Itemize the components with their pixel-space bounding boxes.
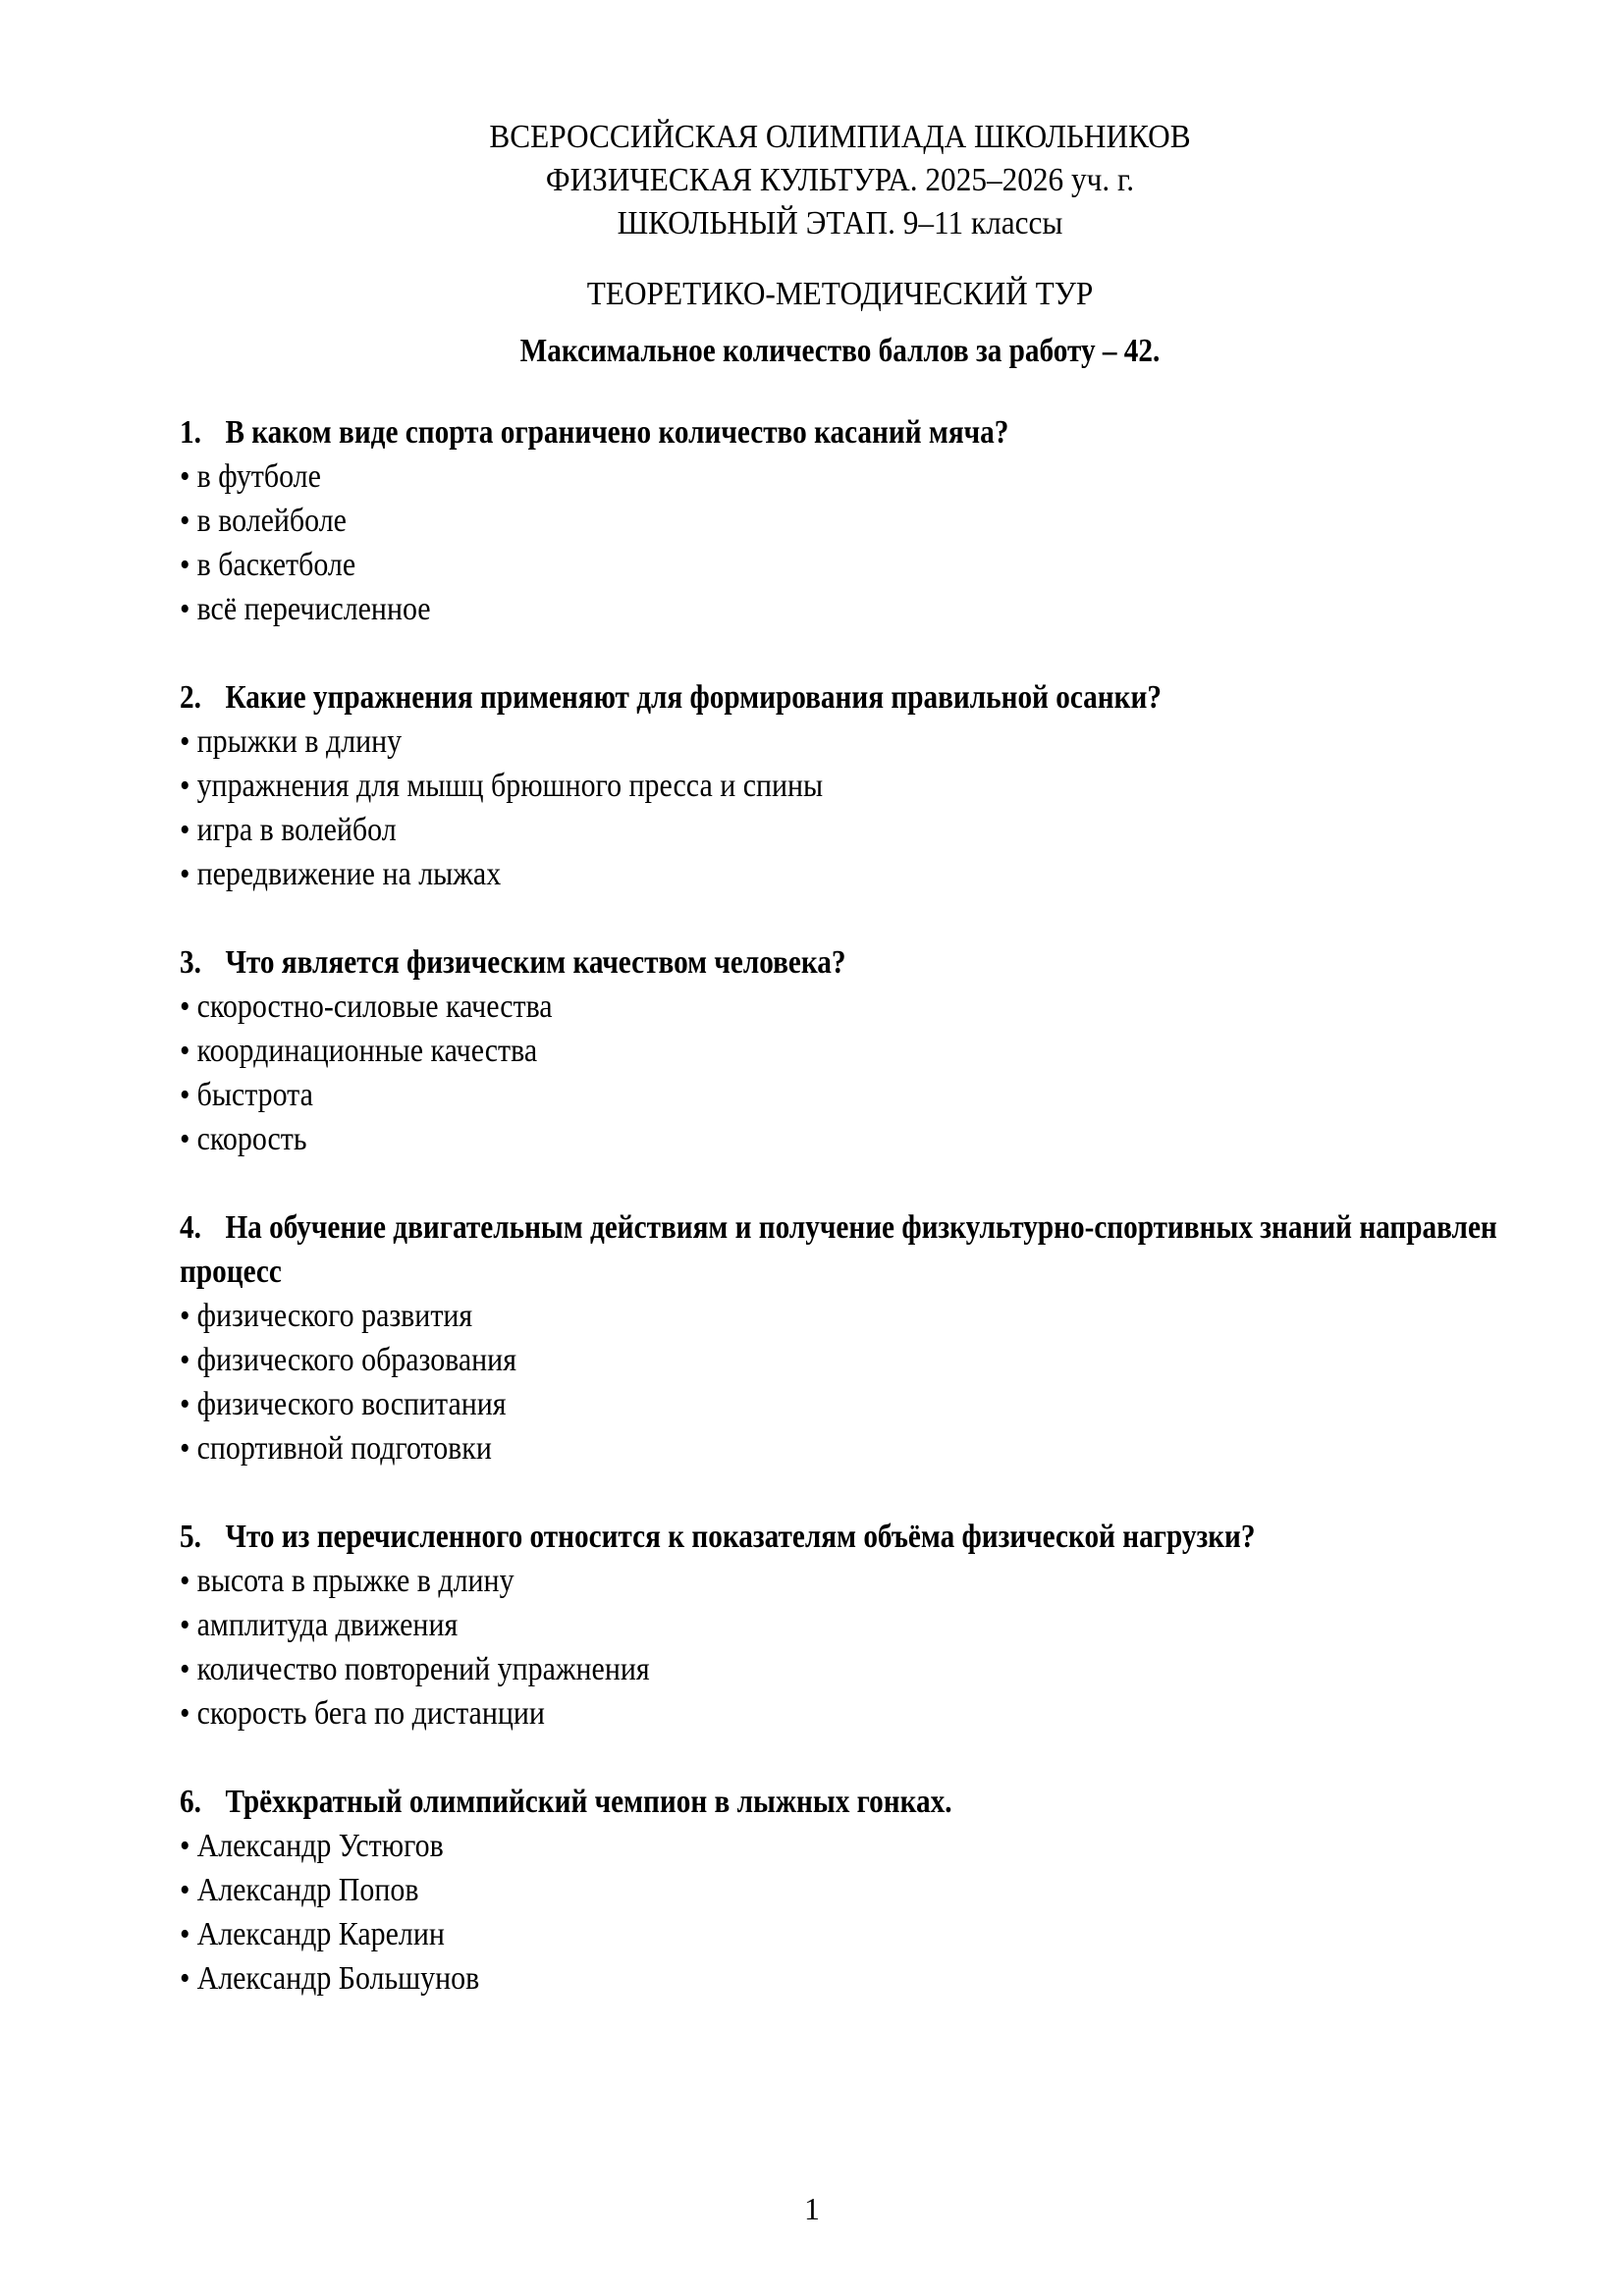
- bullet-icon: •: [180, 1960, 190, 1997]
- bullet-icon: •: [180, 1607, 190, 1643]
- answer-option-label: количество повторений упражнения: [196, 1651, 650, 1687]
- bullet-icon: •: [180, 1916, 190, 1952]
- answer-option-label: быстрота: [196, 1077, 313, 1113]
- question-3: [180, 940, 1500, 1161]
- question-label: Что из перечисленного относится к показателям объёма физической нагрузки?: [225, 1519, 1256, 1555]
- bullet-icon: •: [180, 1651, 190, 1687]
- bullet-icon: •: [180, 1386, 190, 1422]
- answer-option-label: в футболе: [196, 458, 321, 495]
- question-number: 2.: [180, 679, 201, 716]
- bullet-icon: •: [180, 1342, 190, 1378]
- answer-option: [180, 852, 1342, 896]
- bullet-icon: •: [180, 1430, 190, 1467]
- answer-option-label: прыжки в длину: [196, 723, 403, 760]
- bullet-icon: •: [180, 547, 190, 583]
- answer-option: [180, 454, 1342, 499]
- bullet-icon: •: [180, 812, 190, 848]
- bullet-icon: •: [180, 988, 190, 1025]
- question-5: [180, 1515, 1500, 1735]
- answer-option: [180, 1956, 1342, 2001]
- bullet-icon: •: [180, 458, 190, 495]
- bullet-icon: •: [180, 1121, 190, 1157]
- answer-option-label: в баскетболе: [196, 547, 356, 583]
- answer-option: [180, 1868, 1342, 1912]
- question-4: [180, 1205, 1500, 1470]
- answer-option: [180, 1647, 1342, 1691]
- bullet-icon: •: [180, 1828, 190, 1864]
- answer-option-label: физического воспитания: [196, 1386, 507, 1422]
- bullet-icon: •: [180, 591, 190, 627]
- answer-option: [180, 1691, 1342, 1735]
- bullet-icon: •: [180, 503, 190, 539]
- question-text: [180, 1205, 1497, 1294]
- answer-option-label: скорость: [196, 1121, 307, 1157]
- question-2: [180, 675, 1500, 896]
- question-number: 1.: [180, 414, 201, 451]
- question-list: [180, 410, 1500, 2001]
- answer-option: [180, 1603, 1342, 1647]
- question-number: 3.: [180, 944, 201, 981]
- answer-option: [180, 1426, 1342, 1470]
- question-text: [180, 940, 1497, 985]
- bullet-icon: •: [180, 1872, 190, 1908]
- answer-option: [180, 1382, 1342, 1426]
- bullet-icon: •: [180, 1033, 190, 1069]
- question-number: 5.: [180, 1519, 201, 1555]
- question-label: Трёхкратный олимпийский чемпион в лыжных гонках.: [225, 1784, 952, 1820]
- answer-option: [180, 1912, 1342, 1956]
- answer-option-label: амплитуда движения: [196, 1607, 459, 1643]
- answer-option-label: в волейболе: [196, 503, 347, 539]
- answer-option: [180, 1117, 1342, 1161]
- answer-option-label: Александр Карелин: [196, 1916, 445, 1952]
- answer-option-label: Александр Попов: [196, 1872, 419, 1908]
- question-label: В каком виде спорта ограничено количество касаний мяча?: [225, 414, 1009, 451]
- tour-title: ТЕОРЕТИКО-МЕТОДИЧЕСКИЙ ТУР: [586, 276, 1094, 312]
- page-number: 1: [804, 2191, 820, 2226]
- answer-option: [180, 808, 1342, 852]
- answer-option: [180, 1824, 1342, 1868]
- answer-option-label: высота в прыжке в длину: [196, 1563, 514, 1599]
- bullet-icon: •: [180, 1563, 190, 1599]
- answer-option: [180, 543, 1342, 587]
- question-text: [180, 410, 1497, 454]
- answer-option-label: физического развития: [196, 1298, 473, 1334]
- header-stage-grades: ШКОЛЬНЫЙ ЭТАП. 9–11 классы: [617, 205, 1063, 241]
- answer-option: [180, 720, 1342, 764]
- answer-option-label: передвижение на лыжах: [196, 856, 502, 892]
- question-label: Что является физическим качеством человека?: [225, 944, 846, 981]
- bullet-icon: •: [180, 856, 190, 892]
- question-number: 4.: [180, 1209, 201, 1246]
- question-6: [180, 1780, 1500, 2001]
- answer-option: [180, 1029, 1342, 1073]
- header-olympiad-title: ВСЕРОССИЙСКАЯ ОЛИМПИАДА ШКОЛЬНИКОВ: [489, 119, 1191, 155]
- question-text: [180, 1780, 1497, 1824]
- bullet-icon: •: [180, 1695, 190, 1732]
- answer-option: [180, 1559, 1342, 1603]
- answer-option-label: спортивной подготовки: [196, 1430, 492, 1467]
- question-label: Какие упражнения применяют для формирования правильной осанки?: [225, 679, 1162, 716]
- answer-option-label: физического образования: [196, 1342, 516, 1378]
- answer-option: [180, 1338, 1342, 1382]
- answer-option: [180, 587, 1342, 631]
- answer-option-label: координационные качества: [196, 1033, 538, 1069]
- max-score: Максимальное количество баллов за работу – 42.: [519, 333, 1161, 369]
- question-text: [180, 675, 1497, 720]
- answer-option-label: игра в волейбол: [196, 812, 397, 848]
- answer-option: [180, 499, 1342, 543]
- question-number: 6.: [180, 1784, 201, 1820]
- answer-option-label: всё перечисленное: [196, 591, 431, 627]
- question-label: На обучение двигательным действиям и получение физкультурно-спортивных знаний направлен процесс: [180, 1209, 1497, 1290]
- answer-option: [180, 764, 1342, 808]
- answer-option-label: упражнения для мышц брюшного пресса и спины: [196, 768, 824, 804]
- question-text: [180, 1515, 1497, 1559]
- bullet-icon: •: [180, 768, 190, 804]
- bullet-icon: •: [180, 1298, 190, 1334]
- question-1: [180, 410, 1500, 631]
- document-page: [180, 116, 1500, 2045]
- bullet-icon: •: [180, 1077, 190, 1113]
- bullet-icon: •: [180, 723, 190, 760]
- header-subject-year: ФИЗИЧЕСКАЯ КУЛЬТУРА. 2025–2026 уч. г.: [545, 162, 1135, 198]
- answer-option-label: скоростно-силовые качества: [196, 988, 553, 1025]
- answer-option-label: скорость бега по дистанции: [196, 1695, 545, 1732]
- answer-option: [180, 1073, 1342, 1117]
- answer-option: [180, 985, 1342, 1029]
- answer-option: [180, 1294, 1342, 1338]
- answer-option-label: Александр Устюгов: [196, 1828, 444, 1864]
- answer-option-label: Александр Большунов: [196, 1960, 480, 1997]
